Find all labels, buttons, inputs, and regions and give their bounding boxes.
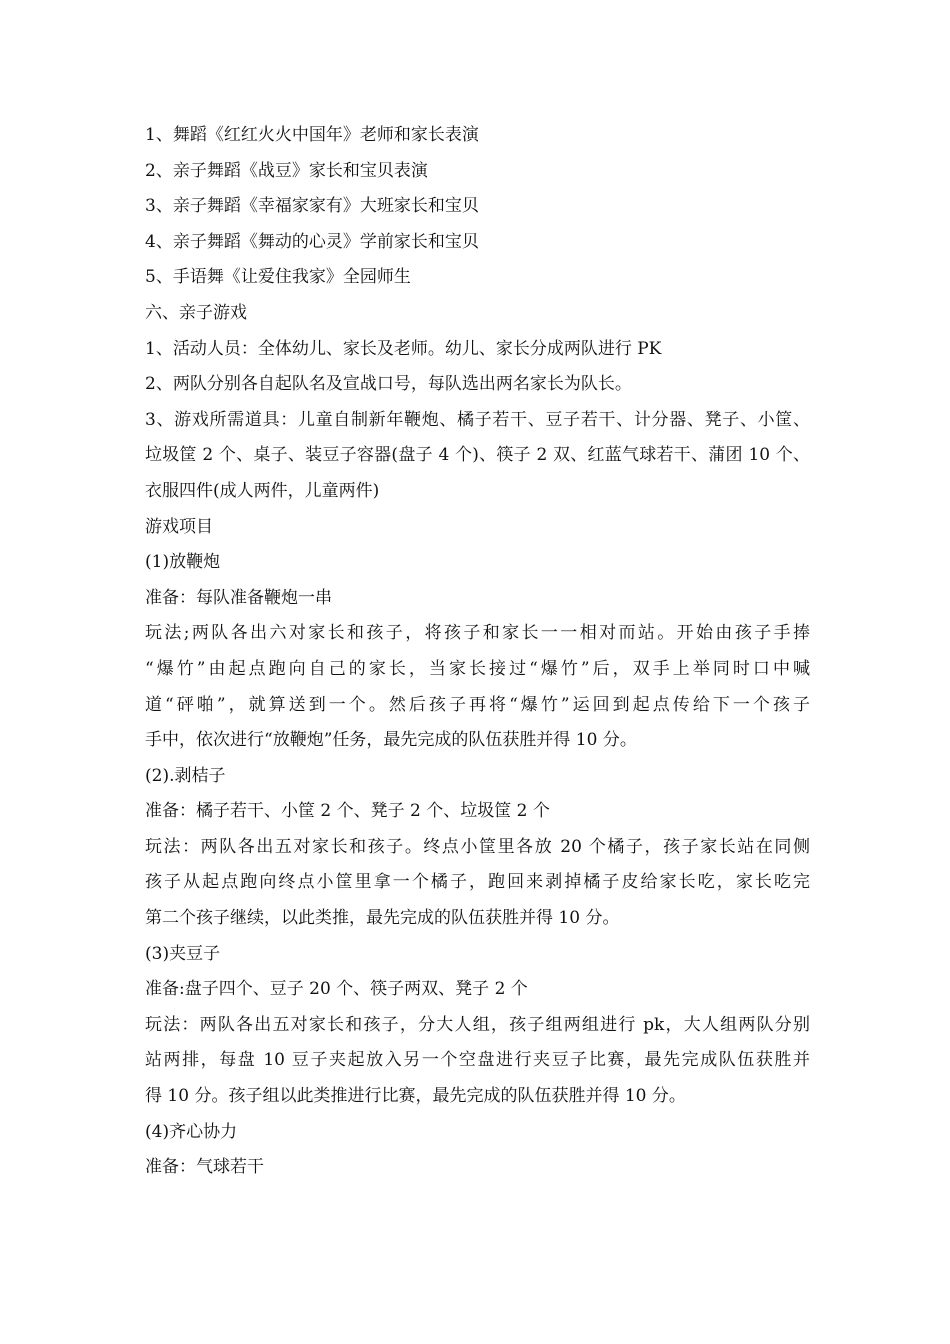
program-item-3: 3、亲子舞蹈《幸福家家有》大班家长和宝贝	[145, 196, 479, 217]
game-1-rules-line-4: 手中，依次进行“放鞭炮”任务，最先完成的队伍获胜并得 10 分。	[145, 730, 637, 751]
game-info-props-line-2: 垃圾筐 2 个、桌子、装豆子容器(盘子 4 个)、筷子 2 双、红蓝气球若干、蒲团 10 个、	[145, 445, 810, 466]
game-3-preparation: 准备:盘子四个、豆子 20 个、筷子两双、凳子 2 个	[145, 979, 528, 1000]
game-2-preparation: 准备：橘子若干、小筐 2 个、凳子 2 个、垃圾筐 2 个	[145, 801, 550, 822]
program-item-1: 1、舞蹈《红红火火中国年》老师和家长表演	[145, 125, 479, 145]
game-3-rules-line-3: 得 10 分。孩子组以此类推进行比赛，最先完成的队伍获胜并得 10 分。	[145, 1086, 686, 1107]
game-4-preparation: 准备：气球若干	[145, 1157, 264, 1178]
game-3-rules-line-2: 站两排，每盘 10 豆子夹起放入另一个空盘进行夹豆子比赛，最先完成队伍获胜并	[145, 1050, 810, 1071]
game-2-rules-line-1: 玩法：两队各出五对家长和孩子。终点小筐里各放 20 个橘子，孩子家长站在同侧	[145, 836, 810, 857]
game-2-title: (2).剥桔子	[145, 765, 226, 786]
game-1-rules-line-2: “爆竹”由起点跑向自己的家长，当家长接过“爆竹”后，双手上举同时口中喊	[145, 658, 810, 679]
game-1-preparation: 准备：每队准备鞭炮一串	[145, 587, 332, 608]
document-body	[145, 118, 810, 1186]
game-2-rules-line-3: 第二个孩子继续，以此类推，最先完成的队伍获胜并得 10 分。	[145, 908, 620, 929]
game-info-participants: 1、活动人员：全体幼儿、家长及老师。幼儿、家长分成两队进行 PK	[145, 338, 662, 359]
program-item-4: 4、亲子舞蹈《舞动的心灵》学前家长和宝贝	[145, 231, 479, 252]
game-1-rules-line-3: 道“砰啪”，就算送到一个。然后孩子再将“爆竹”运回到起点传给下一个孩子	[145, 694, 810, 715]
game-info-props-line-3: 衣服四件(成人两件，儿童两件)	[145, 480, 380, 501]
game-2-rules-line-2: 孩子从起点跑向终点小筐里拿一个橘子，跑回来剥掉橘子皮给家长吃，家长吃完	[145, 872, 810, 893]
game-info-props-line-1: 3、游戏所需道具：儿童自制新年鞭炮、橘子若干、豆子若干、计分器、凳子、小筐、	[145, 409, 810, 430]
subsection-heading: 游戏项目	[145, 516, 213, 537]
game-1-rules-line-1: 玩法;两队各出六对家长和孩子，将孩子和家长一一相对而站。开始由孩子手捧	[145, 623, 810, 644]
program-item-2: 2、亲子舞蹈《战豆》家长和宝贝表演	[145, 160, 428, 181]
game-info-teams: 2、两队分别各自起队名及宣战口号，每队选出两名家长为队长。	[145, 374, 632, 395]
game-4-title: (4)齐心协力	[145, 1121, 238, 1142]
game-3-rules-line-1: 玩法：两队各出五对家长和孩子，分大人组，孩子组两组进行 pk，大人组两队分别	[145, 1014, 810, 1035]
game-3-title: (3)夹豆子	[145, 943, 221, 964]
game-1-title: (1)放鞭炮	[145, 552, 221, 573]
section-heading: 六、亲子游戏	[145, 302, 247, 323]
program-item-5: 5、手语舞《让爱住我家》全园师生	[145, 267, 411, 288]
